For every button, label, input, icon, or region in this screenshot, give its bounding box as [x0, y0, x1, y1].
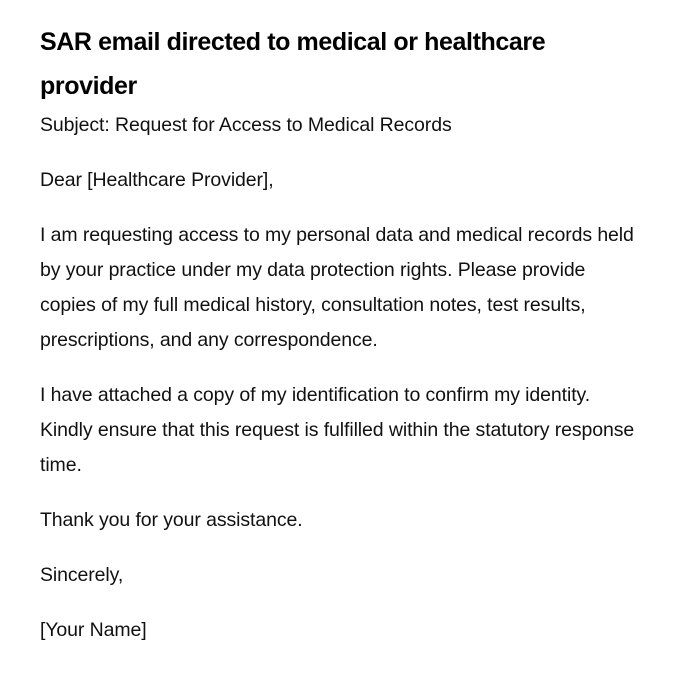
- body-paragraph-identification: I have attached a copy of my identification to confirm my identity. Kindly ensure that this request is fulfilled within the statutory response time.: [40, 384, 635, 476]
- body-paragraph-request: I am requesting access to my personal data and medical records held by your practice under my data protection rights. Please provide copies of my full medical history, consultation notes, test results, prescriptions, and any correspondence.: [40, 224, 634, 351]
- page-title: SAR email directed to medical or healthcare provider: [40, 28, 546, 100]
- document: [40, 20, 640, 668]
- body-paragraph-thanks: Thank you for your assistance.: [40, 509, 303, 531]
- email-subject: Subject: Request for Access to Medical Records: [40, 114, 452, 136]
- email-greeting: Dear [Healthcare Provider],: [40, 169, 274, 191]
- email-closing: Sincerely,: [40, 564, 124, 586]
- email-signature: [Your Name]: [40, 619, 147, 641]
